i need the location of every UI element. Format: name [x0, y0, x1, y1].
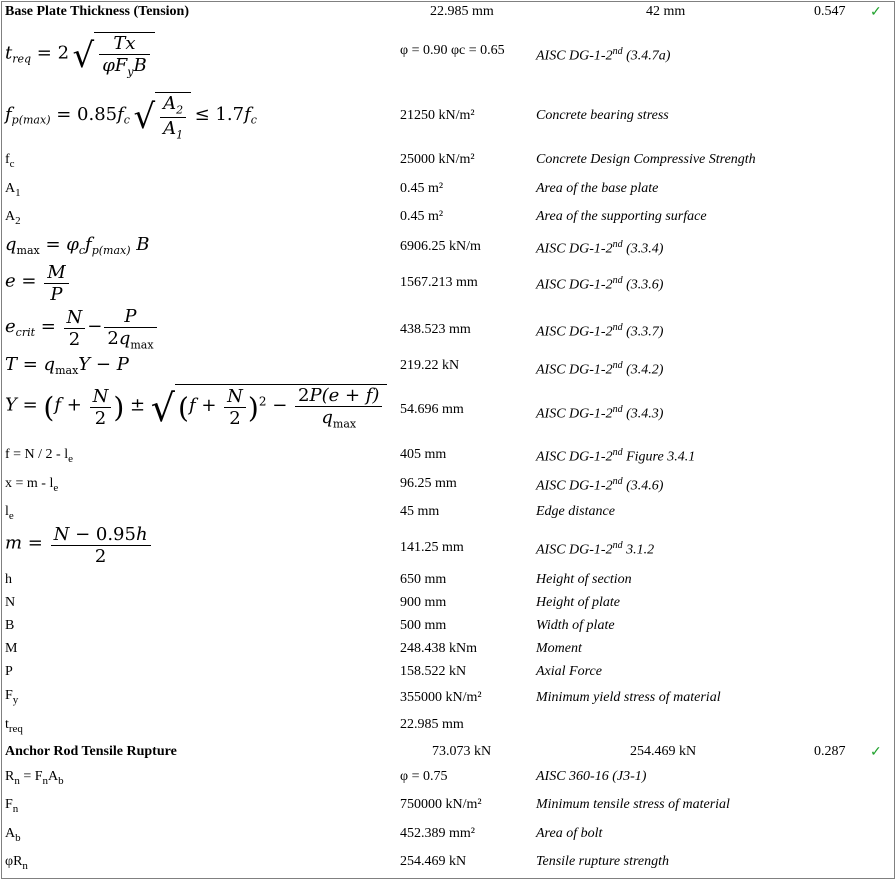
row-axial [2, 664, 894, 686]
formula-row-fpmax [2, 86, 894, 148]
label-ab: $A_b$ [5, 826, 21, 844]
formula-row-m [2, 524, 894, 570]
row-le [2, 504, 894, 526]
ecrit-value: 438.523 mm [400, 322, 471, 337]
ecrit-ref: AISC DG-1-2nd (3.3.7) [536, 322, 664, 340]
le-ref: Edge distance [536, 504, 615, 519]
t-ref: AISC DG-1-2nd (3.4.2) [536, 360, 664, 378]
phirn-ref: Tensile rupture strength [536, 854, 670, 869]
x-ref: AISC DG-1-2nd (3.4.6) [536, 476, 664, 494]
moment-value: 248.438 kNm [400, 641, 477, 656]
label-moment: M [5, 641, 18, 656]
ratio-value: 0.287 [814, 744, 846, 759]
m-ref: AISC DG-1-2nd 3.1.2 [536, 540, 655, 558]
row-x [2, 476, 894, 500]
row-rn [2, 769, 894, 793]
row-b [2, 618, 894, 640]
phirn-value: 254.469 kN [400, 854, 467, 869]
e-value: 1567.213 mm [400, 275, 478, 290]
row-fy [2, 688, 894, 714]
formula-m: m = $\frac{N - 0.95h}{2}$ [5, 524, 153, 567]
label-fc: $f_c$ [5, 152, 15, 170]
row-fn [2, 797, 894, 821]
f-ref: AISC DG-1-2nd Figure 3.4.1 [536, 447, 696, 465]
axial-ref: Axial Force [536, 664, 602, 679]
label-n: N [5, 595, 16, 610]
formula-y: Y = (f + $\frac{N}{2}$ ) ± √ (f + $\frac{N}{2}$ )$^2$ − $\frac{2P(e + f)}{q_{max}}$ [5, 384, 387, 431]
qmax-value: 6906.25 kN/m [400, 239, 481, 254]
label-rn: $R_n = F_nA_b$ [5, 769, 64, 787]
row-a2 [2, 209, 894, 231]
ab-value: 452.389 mm² [400, 826, 475, 841]
demand-value: 73.073 kN [432, 744, 492, 759]
a1-value: 0.45 m² [400, 181, 444, 196]
section-header-anchor-rod [2, 744, 894, 762]
a1-ref: Area of the base plate [536, 181, 659, 196]
formula-row-ecrit [2, 306, 894, 354]
fn-ref: Minimum tensile stress of material [536, 797, 730, 812]
phi-values: φ = 0.90 φc = 0.65 [400, 43, 505, 58]
ratio-value: 0.547 [814, 4, 846, 19]
n-ref: Height of plate [536, 595, 620, 610]
a2-ref: Area of the supporting surface [536, 209, 707, 224]
row-fc [2, 152, 894, 174]
formula-row-qmax [2, 234, 894, 262]
section-header-base-plate [2, 4, 894, 22]
fc-ref: Concrete Design Compressive Strength [536, 152, 756, 167]
fy-value: 355000 kN/m² [400, 690, 482, 705]
f-value: 405 mm [400, 447, 447, 462]
le-value: 45 mm [400, 504, 440, 519]
label-fn: $F_n$ [5, 797, 19, 815]
check-icon: ✓ [870, 5, 882, 20]
label-x: $x = m - l_e$ [5, 476, 59, 494]
m-value: 141.25 mm [400, 540, 464, 555]
n-value: 900 mm [400, 595, 447, 610]
capacity-value: 254.469 kN [630, 744, 697, 759]
formula-fpmax: $f_{p(max)} = 0.85f_c$ √ $\frac{A_2}{A_1}$ ≤ $1.7f_c$ [5, 93, 257, 142]
formula-ecrit: $e_{crit}$ = $\frac{N}{2}$ − $\frac{P}{2q_{max}}$ [5, 306, 159, 352]
section-title: Anchor Rod Tensile Rupture [5, 744, 177, 759]
rn-phi: φ = 0.75 [400, 769, 448, 784]
reference: AISC DG-1-2nd (3.4.7a) [536, 46, 671, 64]
ab-ref: Area of bolt [536, 826, 603, 841]
section-title: Base Plate Thickness (Tension) [5, 4, 189, 19]
formula-qmax: $q_{max} = \varphi_cf_{p(max)}$ B [5, 234, 150, 257]
h-ref: Height of section [536, 572, 632, 587]
row-h [2, 572, 894, 594]
row-phirn [2, 854, 894, 876]
label-b: B [5, 618, 15, 633]
formula-row-y [2, 382, 894, 442]
a2-value: 0.45 m² [400, 209, 444, 224]
label-treq: $t_{req}$ [5, 717, 23, 735]
fpmax-ref: Concrete bearing stress [536, 108, 669, 123]
fy-ref: Minimum yield stress of material [536, 690, 721, 705]
label-h: h [5, 572, 12, 587]
t-value: 219.22 kN [400, 358, 460, 373]
formula-row-e [2, 262, 894, 306]
row-moment [2, 641, 894, 663]
formula-treq: $t_{req} = 2$ √ $\frac{Tx}{\varphi F_yB}$ [5, 32, 155, 79]
x-value: 96.25 mm [400, 476, 457, 491]
fc-value: 25000 kN/m² [400, 152, 475, 167]
label-le: $l_e$ [5, 504, 14, 522]
y-ref: AISC DG-1-2nd (3.4.3) [536, 404, 664, 422]
label-a2: $A_2$ [5, 209, 21, 227]
treq-value: 22.985 mm [400, 717, 464, 732]
label-fy: $F_y$ [5, 688, 19, 706]
moment-ref: Moment [536, 641, 582, 656]
formula-row-t [2, 354, 894, 382]
row-a1 [2, 181, 894, 203]
formula-row-treq [2, 24, 894, 86]
capacity-value: 42 mm [646, 4, 686, 19]
row-ab [2, 826, 894, 850]
fn-value: 750000 kN/m² [400, 797, 482, 812]
label-axial: P [5, 664, 13, 679]
label-a1: $A_1$ [5, 181, 21, 199]
row-n [2, 595, 894, 617]
formula-e: e = $\frac{M}{P}$ [5, 262, 71, 305]
h-value: 650 mm [400, 572, 447, 587]
check-icon: ✓ [870, 745, 882, 760]
label-phirn: $\varphi R_n$ [5, 854, 28, 872]
axial-value: 158.522 kN [400, 664, 467, 679]
y-value: 54.696 mm [400, 402, 464, 417]
demand-value: 22.985 mm [430, 4, 494, 19]
rn-ref: AISC 360-16 (J3-1) [536, 769, 647, 784]
formula-t: $T = q_{max}Y - P$ [5, 354, 129, 377]
fpmax-value: 21250 kN/m² [400, 108, 475, 123]
b-ref: Width of plate [536, 618, 615, 633]
b-value: 500 mm [400, 618, 447, 633]
row-f [2, 447, 894, 471]
row-treq [2, 717, 894, 741]
e-ref: AISC DG-1-2nd (3.3.6) [536, 275, 664, 293]
qmax-ref: AISC DG-1-2nd (3.3.4) [536, 239, 664, 257]
label-f: $f = N / 2 - l_e$ [5, 447, 73, 465]
